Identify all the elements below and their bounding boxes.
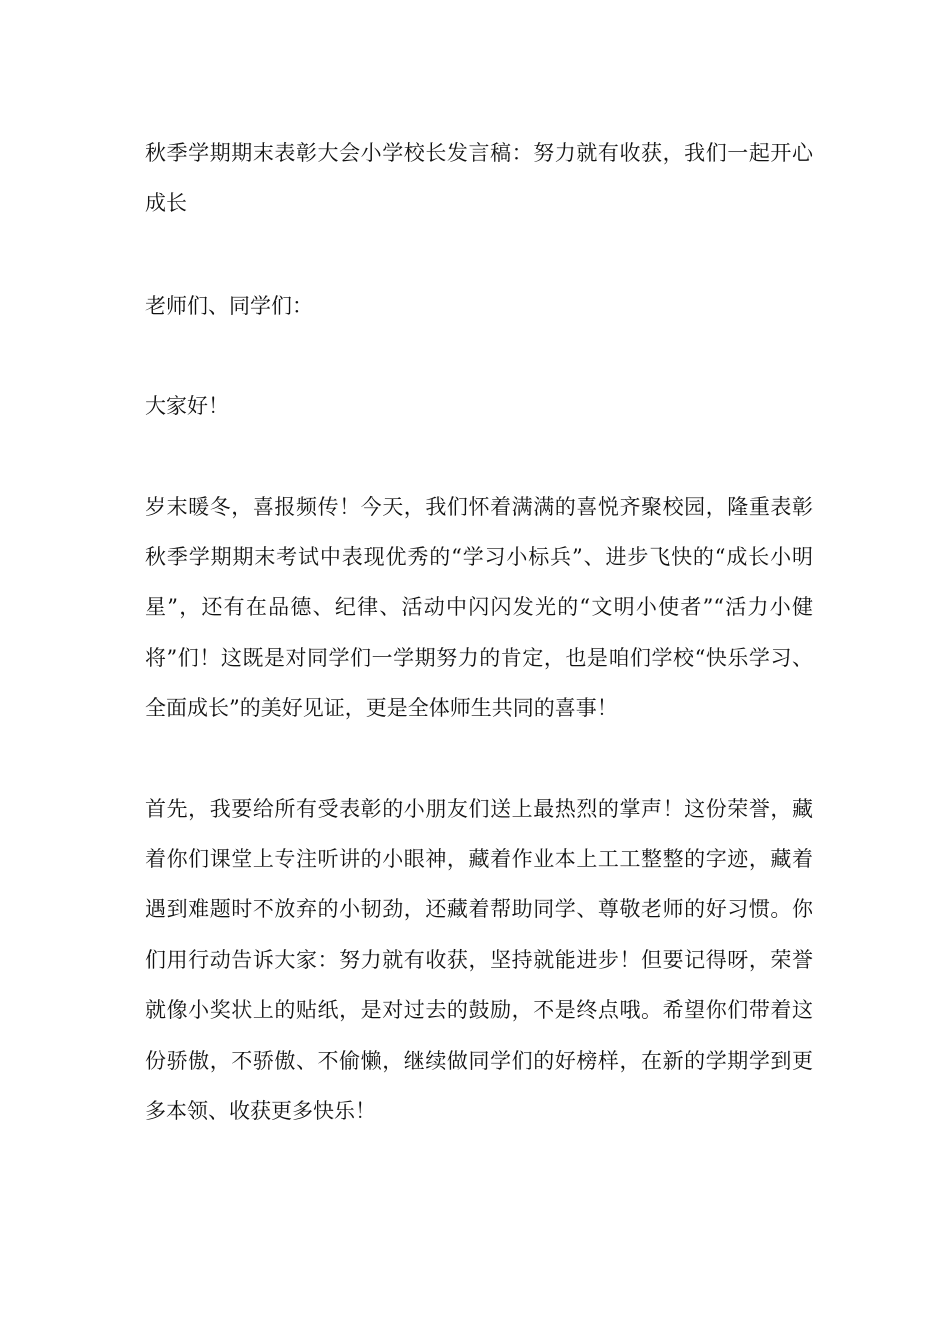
greeting: 大家好！ bbox=[145, 394, 229, 419]
paragraph: 岁末暖冬，喜报频传！今天，我们怀着满满的喜悦齐聚校园，隆重表彰秋季学期期末考试中表现优秀的“学习小标兵”、进步飞快的“成长小明星”，还有在品德、纪律、活动中闪闪发光的“文明小使者”“活力小健将”们！这既是对同学们一学期努力的肯定，也是咱们学校“快乐学习、全面成长”的美好见证，更是全体师生共同的喜事！ bbox=[145, 494, 813, 721]
salutation: 老师们、同学们： bbox=[145, 293, 313, 318]
document-title: 秋季学期期末表彰大会小学校长发言稿：努力就有收获，我们一起开心成长 bbox=[145, 141, 813, 216]
paragraph: 首先，我要给所有受表彰的小朋友们送上最热烈的掌声！这份荣誉，藏着你们课堂上专注听讲的小眼神，藏着作业本上工工整整的字迹，藏着遇到难题时不放弃的小韧劲，还藏着帮助同学、尊敬老师的好习惯。你们用行动告诉大家：努力就有收获，坚持就能进步！但要记得呀，荣誉就像小奖状上的贴纸，是对过去的鼓励，不是终点哦。希望你们带着这份骄傲，不骄傲、不偷懒，继续做同学们的好榜样，在新的学期学到更多本领、收获更多快乐！ bbox=[145, 796, 813, 1124]
document-body bbox=[145, 128, 813, 1187]
